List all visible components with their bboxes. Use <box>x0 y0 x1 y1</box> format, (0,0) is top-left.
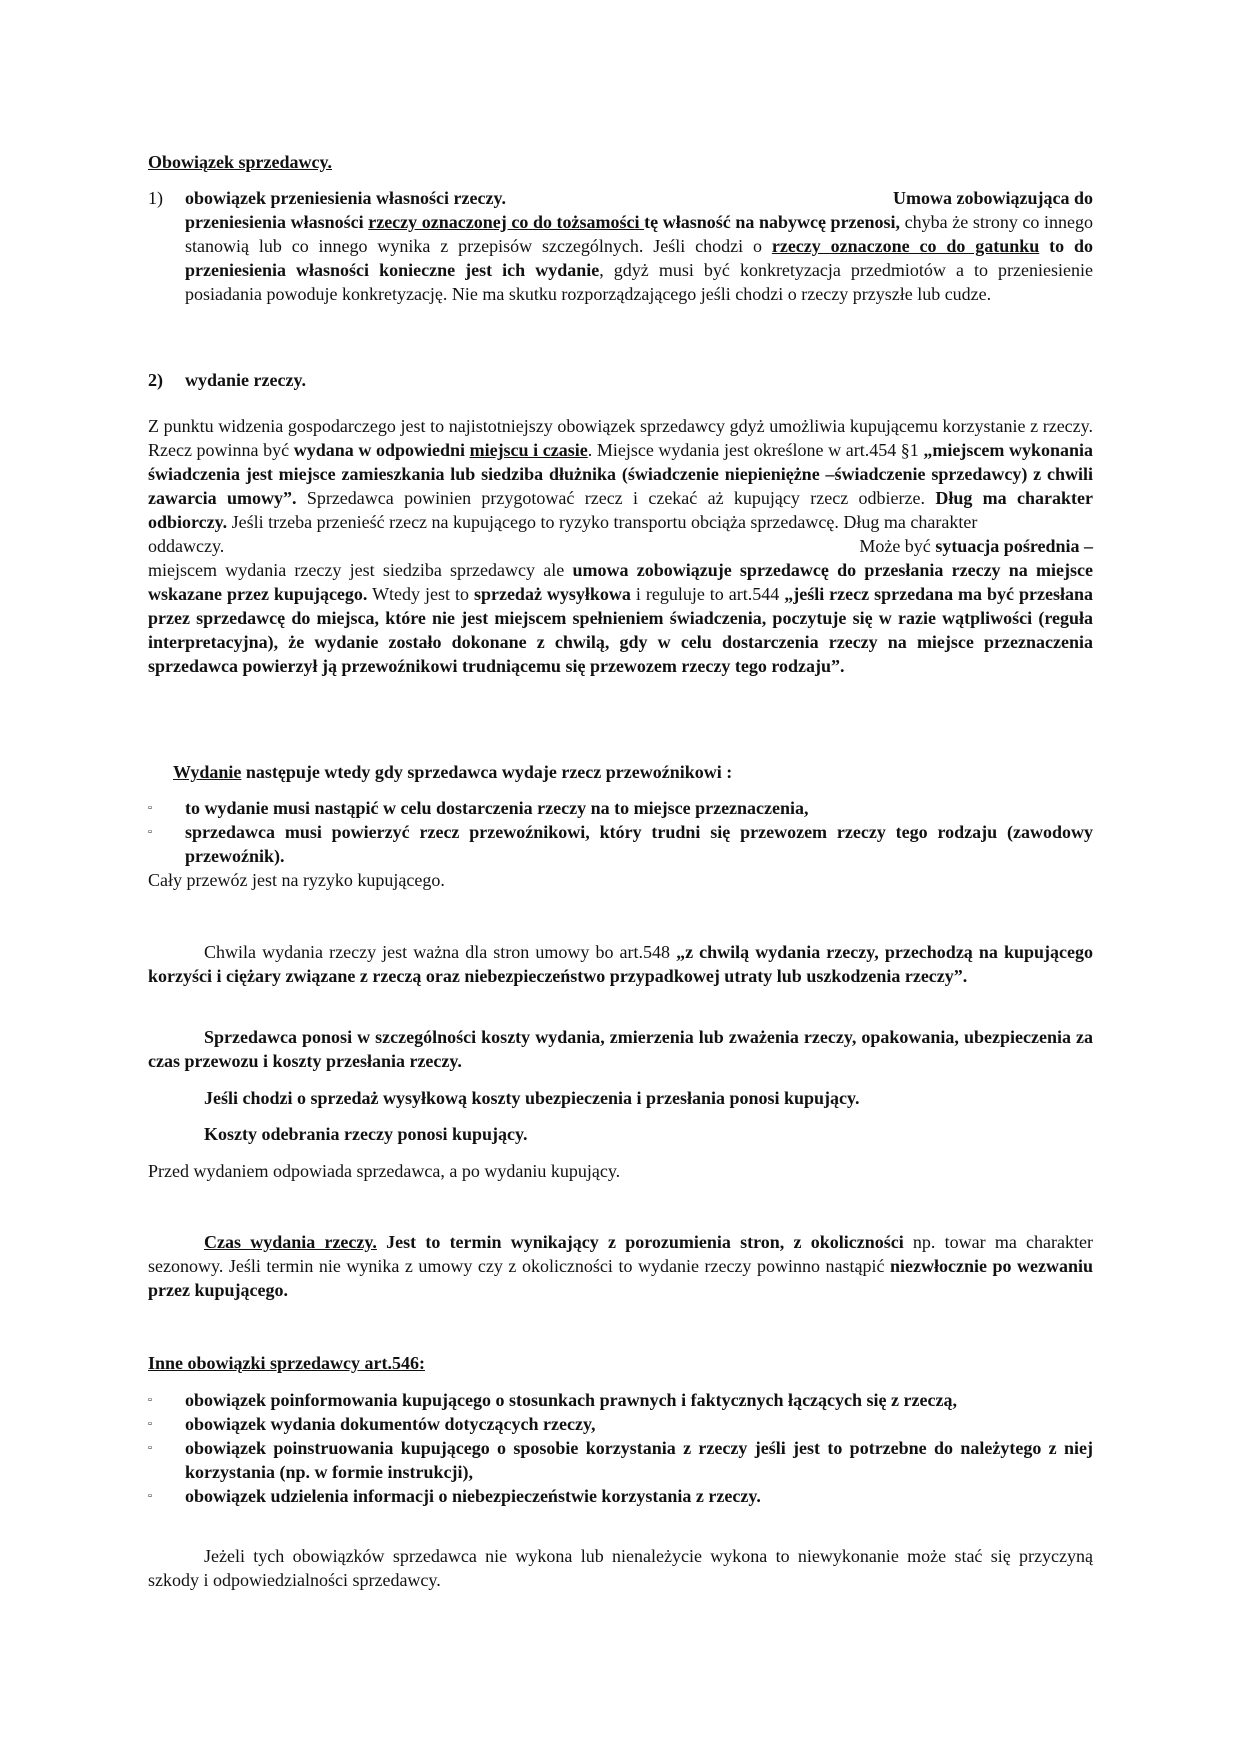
text-segment: Jest to termin wynikający z porozumienia stron, z okoliczności <box>376 1232 904 1252</box>
koszty-paragraph: Jeśli chodzi o sprzedaż wysyłkową koszty ubezpieczenia i przesłania ponosi kupujący. <box>204 1088 860 1108</box>
text: sytuacja pośrednia – <box>935 536 1093 556</box>
bullet-icon: ▫ <box>148 802 152 814</box>
list-item-text: obowiązek poinformowania kupującego o stosunkach prawnych i faktycznych łączących się z rzeczą, <box>185 1390 957 1410</box>
text-segment: Sprzedawca powinien przygotować rzecz i czekać aż kupujący rzecz odbierze. <box>296 488 936 508</box>
text-segment: przeniesienia własności <box>185 212 369 232</box>
text-segment: Dług ma charakter odbiorczy. <box>148 488 1093 532</box>
text: oddawczy. <box>148 536 225 556</box>
item-heading-continuation: Umowa zobowiązująca do <box>893 188 1093 208</box>
chwila-paragraph <box>148 940 1093 988</box>
text-segment: wydana w odpowiedni <box>293 440 470 460</box>
text-segment: „z chwilą wydania rzeczy, przechodzą na kupującego korzyści i ciężary związane z rzeczą oraz niebezpieczeństwo przypadkowej utraty lub uszkodzenia rzeczy”. <box>148 942 1093 986</box>
text-segment: Wtedy jest to <box>367 584 474 604</box>
text-segment: rzeczy oznaczonej co do tożsamości <box>368 212 645 232</box>
text-segment: tę własność na nabywcę przenosi, <box>644 212 901 232</box>
bullet-icon: ▫ <box>148 1394 152 1406</box>
text-segment: chyba że strony co innego stanowią lub co innego wynika z przepisów szczególnych. Jeśli chodzi o <box>185 212 1094 256</box>
list-item <box>148 1388 1093 1412</box>
list-item <box>148 796 1093 820</box>
koszty-paragraph: Koszty odebrania rzeczy ponosi kupujący. <box>204 1124 528 1144</box>
item-body <box>185 210 1093 306</box>
list-item <box>148 1484 1093 1508</box>
caly-paragraph: Cały przewóz jest na ryzyko kupującego. <box>148 870 445 890</box>
text-segment: np. towar ma charakter sezonowy. Jeśli termin nie wynika z umowy czy z okoliczności to wydanie rzeczy powinno nastąpić <box>148 1232 1094 1276</box>
text-segment: następuje wtedy gdy sprzedawca wydaje rzecz przewoźnikowi : <box>241 762 733 782</box>
list-item <box>148 820 1093 868</box>
koszty-paragraph: Sprzedawca ponosi w szczególności koszty wydania, zmierzenia lub zważenia rzeczy, opakowania, ubezpieczenia za czas przewozu i koszty przesłania rzeczy. <box>148 1027 1093 1071</box>
item-number: 2) <box>148 370 163 390</box>
text <box>859 534 1093 558</box>
item-number: 1) <box>148 188 163 208</box>
bullet-icon: ▫ <box>148 1442 152 1454</box>
item-1 <box>148 186 1094 306</box>
item-heading: obowiązek przeniesienia własności rzeczy. <box>185 188 506 208</box>
inne-list <box>148 1388 1093 1508</box>
final-paragraph: Jeżeli tych obowiązków sprzedawca nie wykona lub nienależycie wykona to niewykonanie może stać się przyczyną szkody i odpowiedzialności sprzedawcy. <box>148 1546 1093 1590</box>
list-item <box>148 1412 1093 1436</box>
list-item-text: sprzedawca musi powierzyć rzecz przewoźnikowi, który trudni się przewozem rzeczy tego rodzaju (zawodowy przewoźnik). <box>185 822 1093 866</box>
text-segment: miejscem wydania rzeczy jest siedziba sprzedawcy ale <box>148 560 573 580</box>
text-segment: niezwłocznie po wezwaniu przez kupującego. <box>148 1256 1093 1300</box>
text-segment: rzeczy oznaczone co do gatunku <box>771 236 1040 256</box>
text: Może być <box>859 536 936 556</box>
list-item-text: obowiązek udzielenia informacji o niebezpieczeństwie korzystania z rzeczy. <box>185 1486 761 1506</box>
text-segment: Z punktu widzenia gospodarczego jest to najistotniejszy obowiązek sprzedawcy gdyż umożliwia kupującemu korzystanie z rzeczy. Rzecz powinna być <box>148 416 1093 460</box>
text-segment: Chwila wydania rzeczy jest ważna dla stron umowy bo art.548 <box>204 942 677 962</box>
text-segment: to do przeniesienia własności konieczne jest ich wydanie <box>185 236 1093 280</box>
wydanie-list <box>148 796 1093 868</box>
text-segment: . Miejsce wydania jest określone w art.454 §1 <box>587 440 924 460</box>
przed-paragraph: Przed wydaniem odpowiada sprzedawca, a po wydaniu kupujący. <box>148 1161 621 1181</box>
text-segment: sprzedaż wysyłkowa <box>473 584 631 604</box>
bullet-icon: ▫ <box>148 1418 152 1430</box>
section-heading: Inne obowiązki sprzedawcy art.546: <box>148 1353 425 1373</box>
text-segment: , gdyż musi być konkretyzacja przedmiotów a to przeniesienie posiadania powoduje konkretyzację. Nie ma skutku rozporządzającego jeśli chodzi o rzeczy przyszłe lub cudze. <box>185 260 1094 304</box>
paragraph-part <box>148 414 1093 534</box>
item-heading: wydanie rzeczy. <box>185 370 306 390</box>
text-segment: i reguluje to art.544 <box>630 584 785 604</box>
page-title: Obowiązek sprzedawcy. <box>148 152 332 172</box>
bullet-icon: ▫ <box>148 1490 152 1502</box>
list-item <box>148 1436 1093 1484</box>
item-2 <box>148 368 1093 392</box>
text-segment: umowa zobowiązuje sprzedawcę do przesłania rzeczy na miejsce wskazane przez kupującego. <box>148 560 1094 604</box>
text-segment: miejscu i czasie <box>469 440 588 460</box>
bullet-icon: ▫ <box>148 826 152 838</box>
text-segment: Wydanie <box>173 762 242 782</box>
list-item-text: obowiązek wydania dokumentów dotyczących rzeczy, <box>185 1414 596 1434</box>
text-segment: „miejscem wykonania świadczenia jest miejsce zamieszkania lub siedziba dłużnika (świadczenie niepieniężne –świadczenie sprzedawcy) z chwili zawarcia umowy”. <box>148 440 1093 508</box>
list-item-text: obowiązek poinstruowania kupującego o sposobie korzystania z rzeczy jeśli jest to potrzebne do należytego z niej korzystania (np. w formie instrukcji), <box>185 1438 1093 1482</box>
wydanie-paragraph <box>173 760 1093 784</box>
list-item-text: to wydanie musi nastąpić w celu dostarczenia rzeczy na to miejsce przeznaczenia, <box>185 798 809 818</box>
czas-paragraph <box>148 1230 1093 1302</box>
paragraph-delivery <box>148 414 1093 678</box>
text-segment: „jeśli rzecz sprzedana ma być przesłana przez sprzedawcę do miejsca, które nie jest miejscem spełnieniem świadczenia, poczytuje się w razie wątpliwości (reguła interpretacyjna), że wydanie zostało dokonane z chwilą, gdy w celu dostarczenia rzeczy na miejsce przeznaczenia sprzedawca powierzył ją przewoźnikowi trudniącemu się przewozem rzeczy tego rodzaju”. <box>148 584 1093 676</box>
paragraph-split-line <box>148 534 1093 558</box>
text-segment: Jeśli trzeba przenieść rzecz na kupującego to ryzyko transportu obciąża sprzedawcę. Dług ma charakter <box>227 512 978 532</box>
paragraph-part <box>148 558 1093 678</box>
text-segment: Czas wydania rzeczy. <box>204 1232 377 1252</box>
